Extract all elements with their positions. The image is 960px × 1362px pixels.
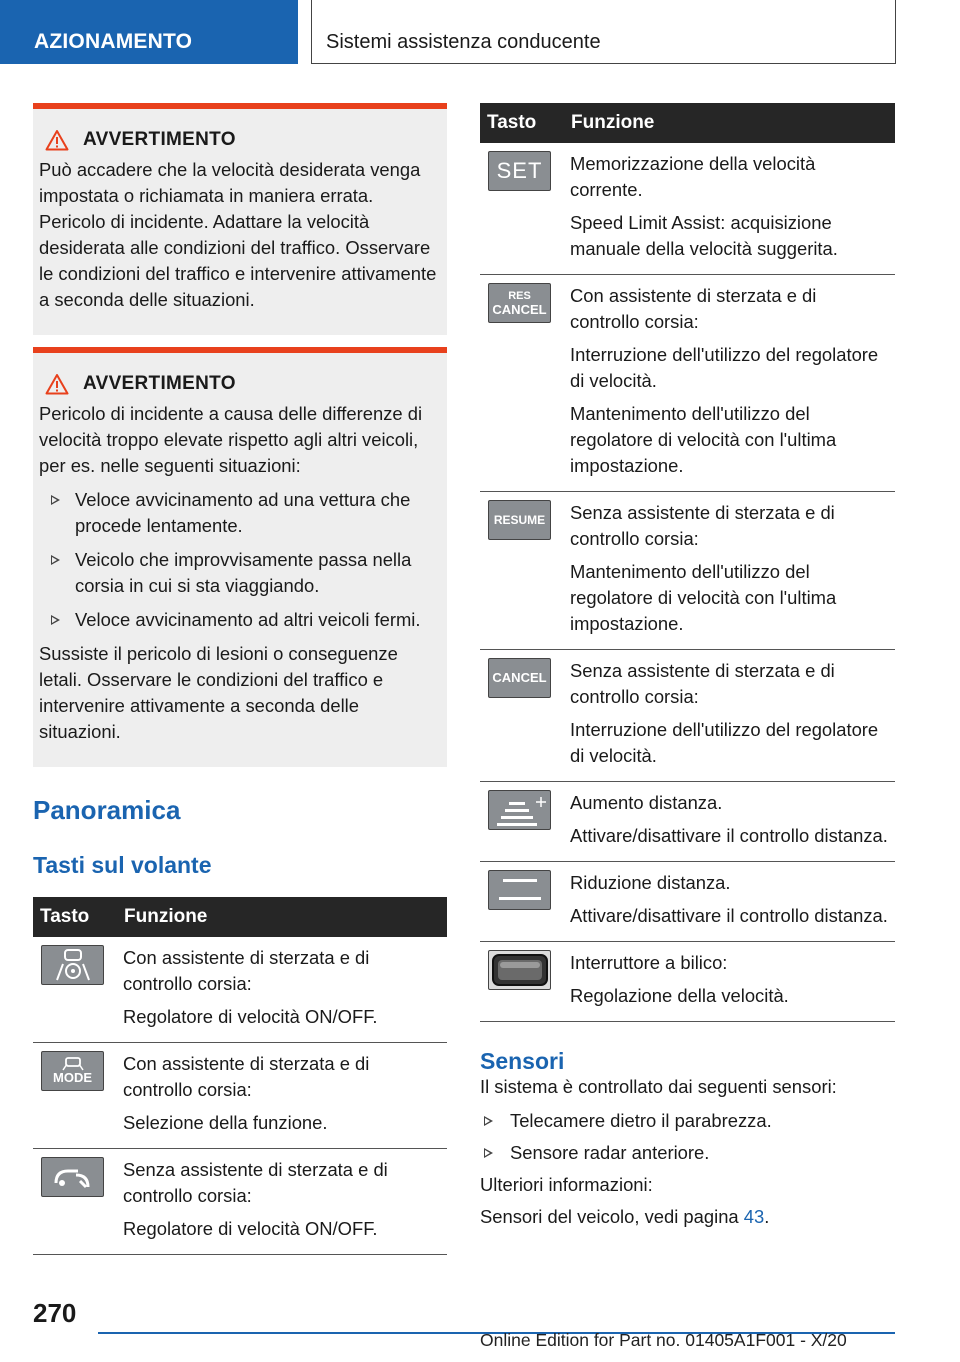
function-text: Con assistente di sterzata e di controllo corsia:	[123, 947, 370, 994]
function-text: Regolatore di velocità ON/OFF.	[123, 1218, 378, 1239]
function-text: Riduzione distanza.	[570, 872, 731, 893]
set-label: SET	[496, 158, 543, 183]
mode-button-icon	[41, 1051, 104, 1091]
page-reference	[480, 1204, 895, 1230]
page-link[interactable]: 43	[743, 1206, 765, 1227]
table-row	[33, 1149, 447, 1255]
function-text: Interruzione dell'utilizzo del regolatore di velocità.	[570, 719, 879, 766]
function-text: Senza assistente di sterzata e di controllo corsia:	[570, 502, 835, 549]
bullet-triangle-icon	[51, 615, 60, 625]
function-text: Attivare/disattivare il controllo distanza.	[570, 825, 888, 846]
function-text: Con assistente di sterzata e di controllo corsia:	[123, 1053, 370, 1100]
subsection-heading: Tasti sul volante	[33, 852, 212, 878]
list-item: Telecamere dietro il parabrezza.	[480, 1108, 895, 1134]
warning-title-text: AVVERTIMENTO	[83, 129, 236, 150]
warning-title	[45, 127, 439, 153]
table-row	[33, 1043, 447, 1149]
function-text: Memorizzazione della velocità corrente.	[570, 153, 816, 200]
warning-box-1	[33, 103, 447, 335]
reference-text: Sensori del veicolo, vedi pagina	[480, 1206, 744, 1227]
list-item: Veicolo che improvvisamente passa nella corsia in cui si sta viaggiando.	[39, 547, 439, 599]
warning-title-text: AVVERTIMENTO	[83, 373, 236, 394]
resume-label: RESUME	[493, 513, 546, 527]
rocker-switch-icon	[488, 950, 551, 990]
res-cancel-button-icon	[488, 283, 551, 323]
sensors-list	[480, 1108, 895, 1166]
warning-box-2	[33, 347, 447, 767]
warning-triangle-icon	[45, 129, 69, 151]
column-header-function: Funzione	[564, 103, 895, 143]
section-tab: AZIONAMENTO	[0, 0, 298, 64]
list-item: Sensore radar anteriore.	[480, 1140, 895, 1166]
section-heading: Panoramica	[33, 795, 181, 825]
res-label: RES	[508, 290, 531, 302]
right-column	[480, 103, 895, 1230]
edition-text: Online Edition for Part no. 01405A1F001 - X/20	[480, 1330, 847, 1350]
sensors-heading: Sensori	[480, 1048, 565, 1074]
column-header-function: Funzione	[117, 897, 447, 937]
warning-triangle-icon	[45, 373, 69, 395]
function-text: Attivare/disattivare il controllo distanza.	[570, 905, 888, 926]
function-text: Senza assistente di sterzata e di controllo corsia:	[570, 660, 835, 707]
chapter-title: Sistemi assistenza conducente	[311, 0, 896, 64]
table-row	[480, 862, 895, 942]
bullet-triangle-icon	[51, 555, 60, 565]
function-text: Interruttore a bilico:	[570, 952, 728, 973]
cancel-button-icon	[488, 658, 551, 698]
table-row	[480, 650, 895, 782]
function-text: Selezione della funzione.	[123, 1112, 328, 1133]
function-text: Regolazione della velocità.	[570, 985, 789, 1006]
warning-text: Può accadere che la velocità desiderata venga impostata o richiamata in maniera errata. Pericolo di incidente. Adattare la velocità desiderata alle condizioni del traffico. Osservare le condizioni del traffico e intervenire attivamente a seconda delle situazioni.	[39, 159, 437, 310]
table-row	[480, 275, 895, 492]
distance-increase-icon	[488, 790, 551, 830]
set-button-icon	[488, 151, 551, 191]
warning-intro: Pericolo di incidente a causa delle differenze di velocità troppo elevate rispetto agli altri veicoli, per es. nelle seguenti situazioni:	[39, 403, 423, 476]
warning-outro: Sussiste il pericolo di lesioni o conseguenze letali. Osservare le condizioni del traffico e intervenire attivamente a seconda delle situazioni.	[39, 643, 398, 742]
column-header-key: Tasto	[480, 103, 564, 143]
function-text: Senza assistente di sterzata e di controllo corsia:	[123, 1159, 388, 1206]
bullet-triangle-icon	[484, 1116, 493, 1126]
sensors-section	[480, 1048, 895, 1230]
steering-keys-table-right	[480, 103, 895, 1022]
reference-end: .	[764, 1206, 770, 1227]
cancel-label: CANCEL	[492, 302, 547, 317]
resume-button-icon	[488, 500, 551, 540]
cancel-label: CANCEL	[492, 670, 547, 685]
function-text: Mantenimento dell'utilizzo del regolatore di velocità con l'ultima impostazione.	[570, 561, 837, 634]
bullet-triangle-icon	[51, 495, 60, 505]
function-text: Speed Limit Assist: acquisizione manuale della velocità suggerita.	[570, 212, 838, 259]
steering-assist-icon	[41, 945, 104, 985]
column-header-key: Tasto	[33, 897, 117, 937]
function-text: Interruzione dell'utilizzo del regolatore di velocità.	[570, 344, 879, 391]
warning-title	[45, 371, 439, 397]
table-row	[480, 782, 895, 862]
list-item: Veloce avvicinamento ad altri veicoli fermi.	[39, 607, 439, 633]
list-item: Veloce avvicinamento ad una vettura che procede lentamente.	[39, 487, 439, 539]
table-row	[480, 143, 895, 275]
table-row	[33, 937, 447, 1043]
steering-keys-table-left	[33, 897, 447, 1255]
function-text: Aumento distanza.	[570, 792, 723, 813]
function-text: Regolatore di velocità ON/OFF.	[123, 1006, 378, 1027]
page-number: 270	[33, 1298, 77, 1328]
function-text: Mantenimento dell'utilizzo del regolatore di velocità con l'ultima impostazione.	[570, 403, 837, 476]
sensors-intro: Il sistema è controllato dai seguenti sensori:	[480, 1076, 837, 1097]
table-row	[480, 492, 895, 650]
function-text: Con assistente di sterzata e di controllo corsia:	[570, 285, 817, 332]
bullet-triangle-icon	[484, 1148, 493, 1158]
table-row	[480, 942, 895, 1022]
warning-list	[39, 487, 439, 633]
cruise-control-icon	[41, 1157, 104, 1197]
more-info-label: Ulteriori informazioni:	[480, 1174, 653, 1195]
mode-label: MODE	[53, 1070, 92, 1085]
left-column	[33, 103, 447, 1255]
distance-decrease-icon	[488, 870, 551, 910]
